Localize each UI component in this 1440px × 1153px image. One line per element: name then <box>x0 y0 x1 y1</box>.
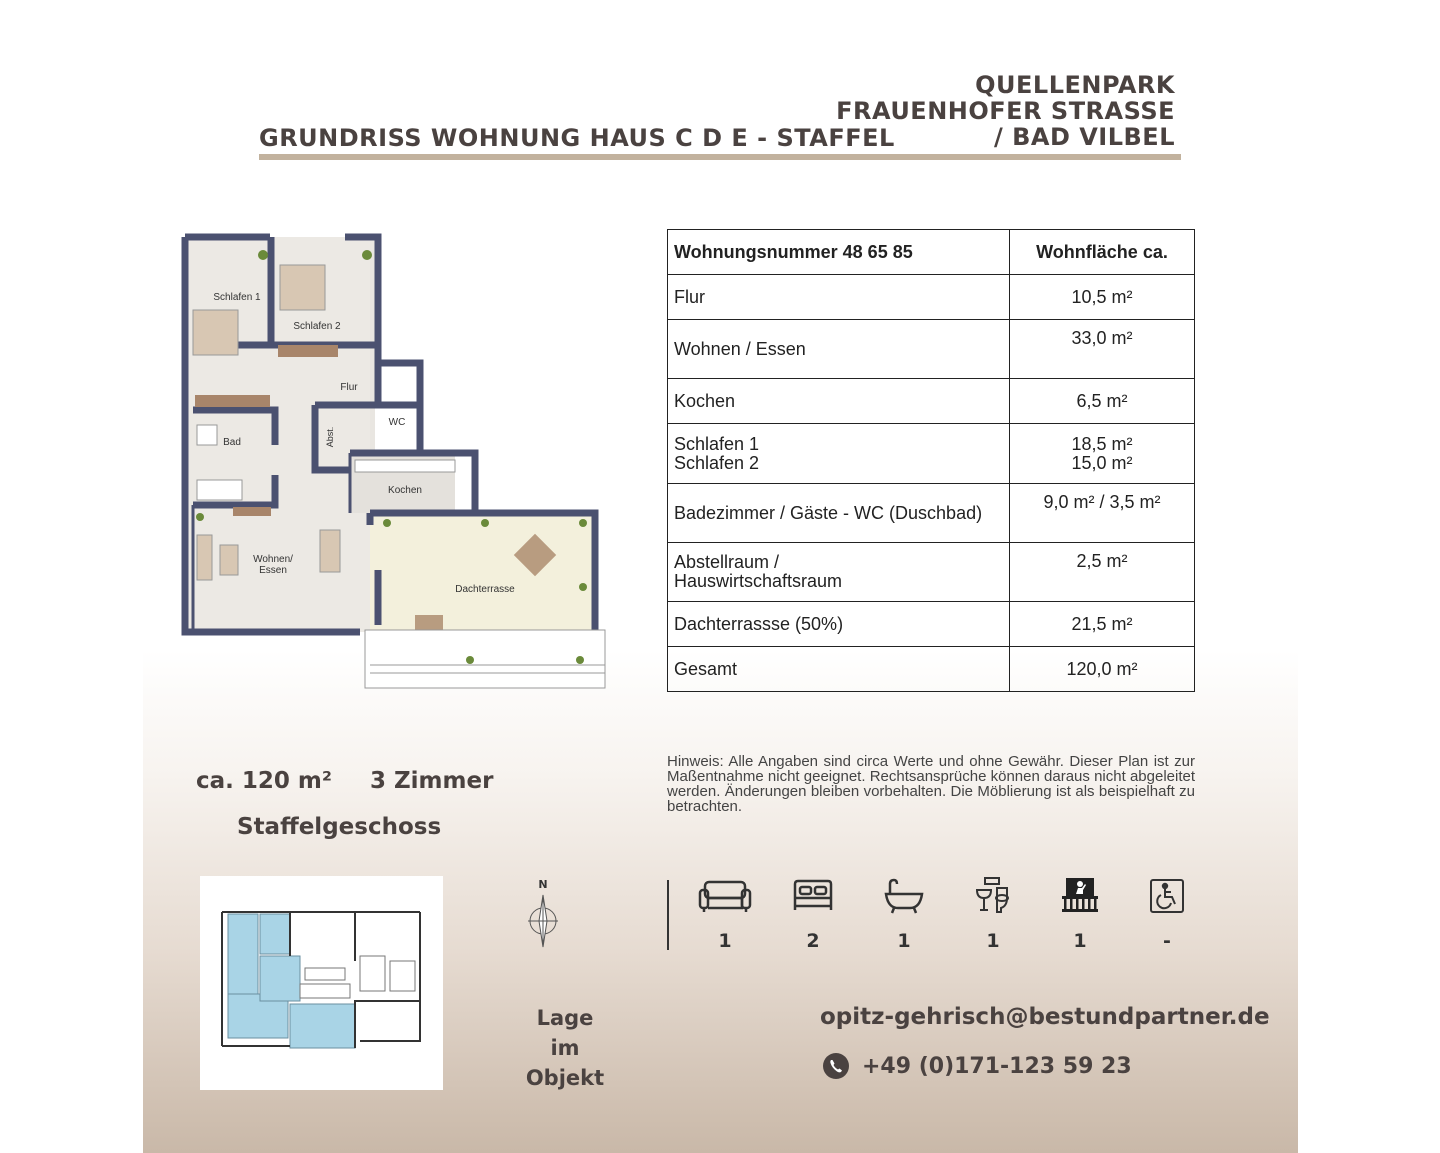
page-title: GRUNDRISS WOHNUNG HAUS C D E - STAFFEL <box>259 124 895 152</box>
features-divider <box>667 880 669 950</box>
label-abst: Abst. <box>325 426 335 448</box>
bathtub-count: 1 <box>897 930 911 952</box>
label-schlafen1: Schlafen 1 <box>213 292 261 303</box>
lage-line-1: Lage <box>536 1006 594 1030</box>
row-value: 120,0 m² <box>1010 647 1195 692</box>
project-line-1: QUELLENPARK <box>975 71 1175 99</box>
area-table <box>667 229 1195 692</box>
storey-label: Staffelgeschoss <box>237 814 442 840</box>
row-value: 6,5 m² <box>1010 379 1195 424</box>
project-name <box>836 72 1175 150</box>
project-line-3: / BAD VILBEL <box>993 123 1175 151</box>
row-label: Schlafen 1 <box>674 433 760 454</box>
table-row <box>668 602 1195 647</box>
contact-email[interactable]: opitz-gehrisch@bestundpartner.de <box>820 1004 1270 1030</box>
row-value: 9,0 m² / 3,5 m² <box>1010 484 1195 543</box>
table-header-row <box>668 230 1195 275</box>
label-bad: Bad <box>223 437 241 448</box>
row-label-2: Schlafen 2 <box>674 452 760 473</box>
row-label: Dachterrassse (50%) <box>668 602 1010 647</box>
phone-icon <box>822 1052 850 1080</box>
table-row <box>668 379 1195 424</box>
label-kochen: Kochen <box>388 485 422 496</box>
accessible-count: - <box>1163 930 1171 952</box>
label-schlafen2: Schlafen 2 <box>293 321 341 332</box>
balcony-icon <box>1060 876 1100 916</box>
row-value: 18,5 m² <box>1071 433 1133 454</box>
balcony-count: 1 <box>1073 930 1087 952</box>
guest-wc-icon <box>973 876 1013 916</box>
row-label: Wohnen / Essen <box>668 320 1010 379</box>
row-value: 33,0 m² <box>1010 320 1195 379</box>
row-value: 2,5 m² <box>1010 543 1195 602</box>
lage-line-3: Objekt <box>525 1066 605 1090</box>
row-label: Abstellraum / <box>674 552 780 572</box>
label-flur: Flur <box>340 382 358 393</box>
compass <box>523 878 563 948</box>
lage-line-2: im <box>550 1036 580 1060</box>
table-row <box>668 484 1195 543</box>
row-label: Gesamt <box>668 647 1010 692</box>
table-row <box>668 543 1195 602</box>
table-header-left: Wohnungsnummer 48 65 85 <box>668 230 1010 275</box>
row-label: Badezimmer / Gäste - WC (Duschbad) <box>668 484 1010 543</box>
apartment-area: ca. 120 m² <box>196 768 332 794</box>
label-wohnen-2: Essen <box>259 565 287 576</box>
contact-phone[interactable] <box>822 1052 1132 1080</box>
floor-plan <box>175 225 615 695</box>
room-count: 3 Zimmer <box>369 768 494 794</box>
guest-wc-count: 1 <box>986 930 1000 952</box>
compass-rose-icon <box>523 891 563 949</box>
row-label: Flur <box>668 275 1010 320</box>
feature-bathtub <box>874 876 934 952</box>
feature-accessible <box>1137 876 1197 952</box>
label-wc: WC <box>388 417 406 428</box>
key-facts <box>196 768 493 794</box>
compass-north-label: N <box>538 878 548 891</box>
bathtub-icon <box>882 876 926 916</box>
bed-icon <box>791 876 835 916</box>
phone-number: +49 (0)171-123 59 23 <box>862 1053 1132 1079</box>
row-label-2: Hauswirtschaftsraum <box>674 571 843 591</box>
bed-count: 2 <box>806 930 820 952</box>
feature-sofa <box>695 876 755 952</box>
project-line-2: FRAUENHOFER STRASSE <box>836 97 1175 125</box>
header-divider <box>259 154 1181 160</box>
table-row <box>668 424 1195 484</box>
feature-balcony <box>1050 876 1110 952</box>
row-value: 10,5 m² <box>1010 275 1195 320</box>
table-row <box>668 320 1195 379</box>
sofa-icon <box>697 876 753 916</box>
label-wohnen-1: Wohnen/ <box>253 554 293 565</box>
feature-guest-wc <box>963 876 1023 952</box>
disclaimer-note: Hinweis: Alle Angaben sind circa Werte und ohne Gewähr. Dieser Plan ist zur Maßentnahme nicht geeignet. Rechtsansprüche können daraus nicht abgeleitet werden. Änderungen bleiben vorbehalten. Die Möblierung ist als beispielhaft zu betrachten. <box>667 753 1195 815</box>
row-value-2: 15,0 m² <box>1071 452 1133 473</box>
site-location-plan <box>200 876 443 1090</box>
wheelchair-icon <box>1149 876 1185 916</box>
table-row <box>668 275 1195 320</box>
row-value: 21,5 m² <box>1010 602 1195 647</box>
row-label: Kochen <box>668 379 1010 424</box>
label-dachterrasse: Dachterrasse <box>455 584 515 595</box>
table-row <box>668 647 1195 692</box>
feature-bed <box>783 876 843 952</box>
table-header-right: Wohnfläche ca. <box>1010 230 1195 275</box>
sofa-count: 1 <box>718 930 732 952</box>
location-in-building-label <box>520 1003 610 1093</box>
